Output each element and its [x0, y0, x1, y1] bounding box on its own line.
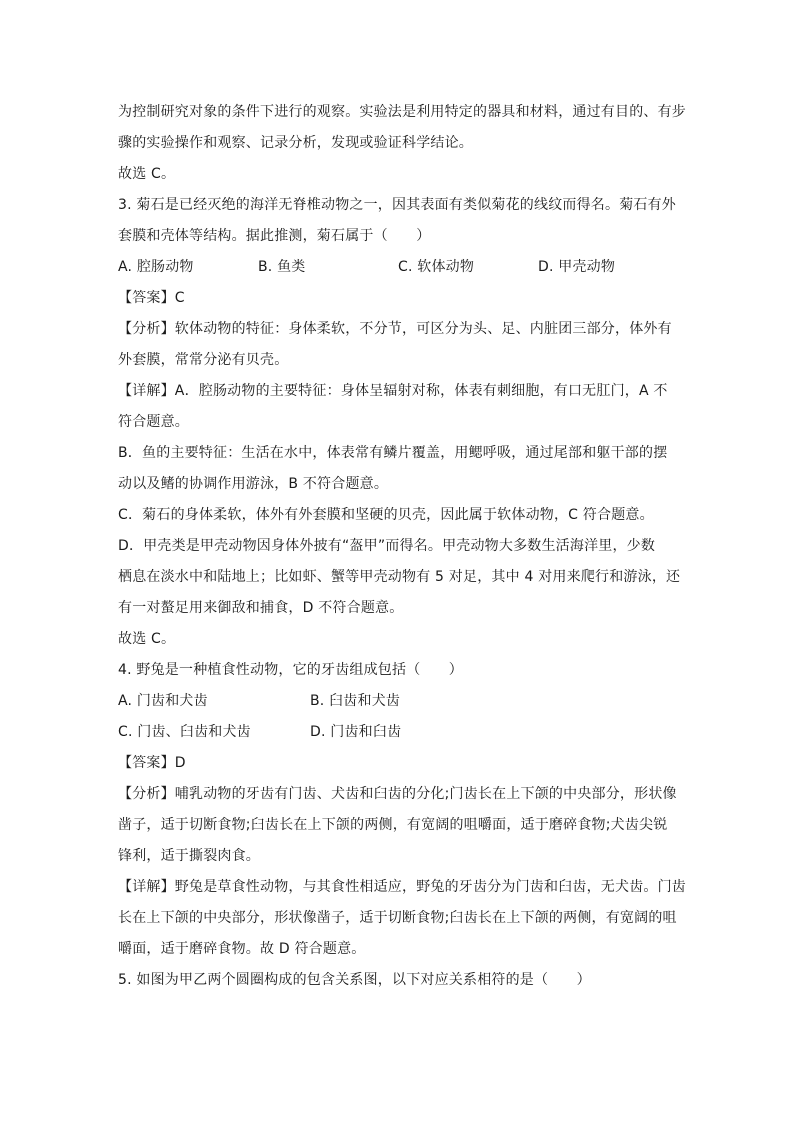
question-4-stem: 4. 野兔是一种植食性动物，它的牙齿组成包括（ ）: [118, 662, 464, 678]
option-a: A. 腔肠动物: [118, 259, 194, 275]
option-c: C. 门齿、臼齿和犬齿: [118, 724, 251, 740]
detail-line: 动以及鳍的协调作用游泳，B 不符合题意。: [118, 476, 389, 492]
analysis-line: 凿子，适于切断食物;臼齿长在上下颌的两侧，有宽阔的咀嚼面，适于磨碎食物;犬齿尖锐: [118, 817, 668, 833]
detail-line: 符合题意。: [118, 414, 189, 430]
question-5-stem: 5. 如图为甲乙两个圆圈构成的包含关系图，以下对应关系相符的是（ ）: [118, 972, 591, 988]
detail-line: 嚼面，适于磨碎食物。故 D 符合题意。: [118, 941, 366, 957]
detail-line: B．鱼的主要特征：生活在水中，体表常有鳞片覆盖，用鳃呼吸，通过尾部和躯干部的摆: [118, 445, 668, 461]
question-3-stem: 3. 菊石是已经灭绝的海洋无脊椎动物之一，因其表面有类似菊花的线纹而得名。菊石有外: [118, 197, 677, 213]
analysis-line: 【分析】软体动物的特征：身体柔软，不分节，可区分为头、足、内脏团三部分，体外有: [118, 321, 672, 337]
analysis-line: 【分析】哺乳动物的牙齿有门齿、犬齿和臼齿的分化;门齿长在上下颌的中央部分，形状像: [118, 786, 677, 802]
question-3-stem: 套膜和壳体等结构。据此推测，菊石属于（ ）: [118, 228, 431, 244]
detail-line: 【详解】野兔是草食性动物，与其食性相适应，野兔的牙齿分为门齿和臼齿，无犬齿。门齿: [118, 879, 686, 895]
option-b: B. 鱼类: [258, 259, 306, 275]
detail-line: 栖息在淡水中和陆地上；比如虾、蟹等甲壳动物有 5 对足，其中 4 对用来爬行和游泳，还: [118, 569, 681, 585]
option-b: B. 臼齿和犬齿: [310, 693, 401, 709]
answer-line: 【答案】D: [118, 755, 186, 771]
detail-line: 【详解】A．腔肠动物的主要特征：身体呈辐射对称，体表有刺细胞，有口无肛门，A 不: [118, 383, 668, 399]
question-4-options-row-2: [118, 717, 678, 748]
question-3-options: [118, 252, 678, 283]
detail-line: 长在上下颌的中央部分，形状像凿子，适于切断食物;臼齿长在上下颌的两侧，有宽阔的咀: [118, 910, 677, 926]
answer-line: 【答案】C: [118, 290, 185, 306]
detail-line: C．菊石的身体柔软，体外有外套膜和坚硬的贝壳，因此属于软体动物，C 符合题意。: [118, 507, 654, 523]
option-c: C. 软体动物: [398, 259, 475, 275]
document-body: [118, 97, 686, 996]
analysis-line: 外套膜，常常分泌有贝壳。: [118, 352, 289, 368]
detail-line: D．甲壳类是甲壳动物因身体外披有“盔甲”而得名。甲壳动物大多数生活海洋里，少数: [118, 538, 656, 554]
text-line: 故选 C。: [118, 166, 176, 182]
detail-line: 有一对螯足用来御敌和捕食，D 不符合题意。: [118, 600, 404, 616]
text-line: 为控制研究对象的条件下进行的观察。实验法是利用特定的器具和材料，通过有目的、有步: [118, 104, 686, 120]
conclusion-line: 故选 C。: [118, 631, 176, 647]
text-line: 骤的实验操作和观察、记录分析，发现或验证科学结论。: [118, 135, 473, 151]
question-4-options-row-1: [118, 686, 678, 717]
option-d: D. 门齿和臼齿: [310, 724, 402, 740]
option-d: D. 甲壳动物: [538, 259, 616, 275]
analysis-line: 锋利，适于撕裂肉食。: [118, 848, 260, 864]
option-a: A. 门齿和犬齿: [118, 693, 208, 709]
